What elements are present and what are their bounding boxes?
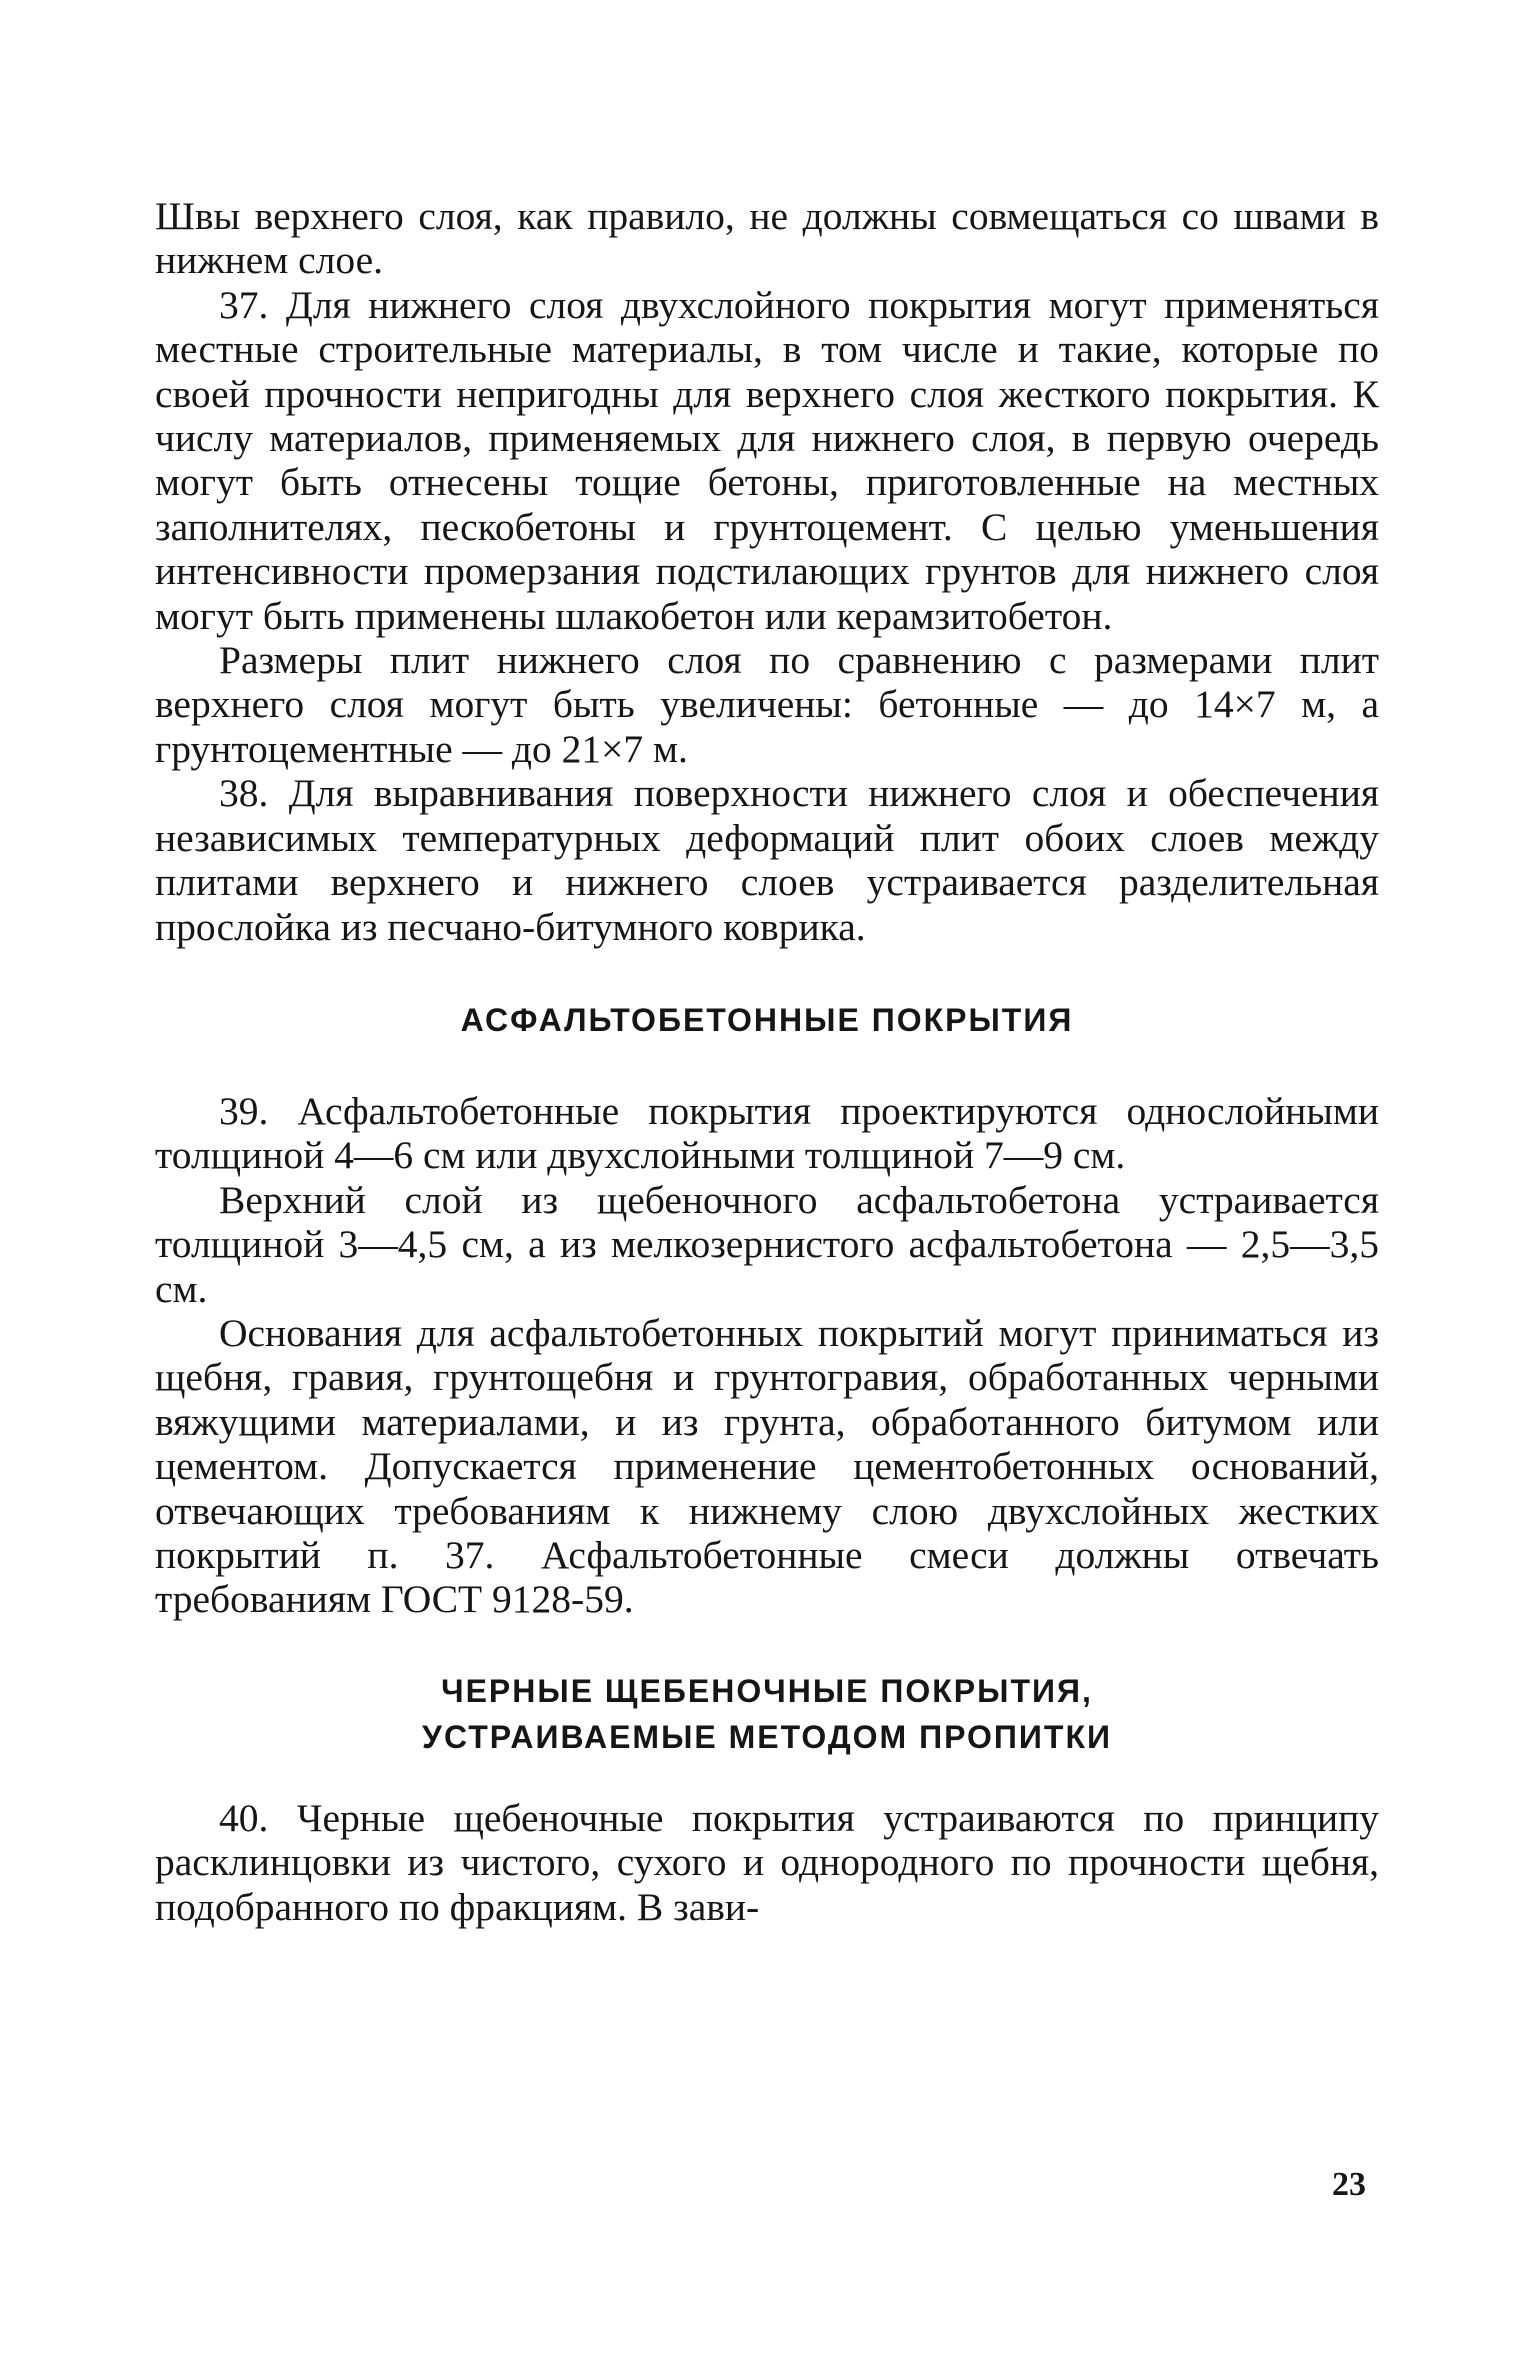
paragraph-38: 38. Для выравнивания поверхности нижнего слоя и обеспечения независимых температурных деформаций плит обоих слоев между плитами верхнего и нижнего слоев устраивается разделительная прослойка из песчано-битумного коврика.: [155, 771, 1379, 949]
section-heading-black-crushed-stone: [155, 1668, 1379, 1760]
page-number: 23: [1332, 2166, 1366, 2203]
paragraph-37: 37. Для нижнего слоя двухслойного покрытия могут применяться местные строительные материалы, в том числе и такие, которые по своей прочности непригодны для верхнего слоя жесткого покрытия. К числу материалов, применяемых для нижнего слоя, в первую очередь могут быть отнесены тощие бетоны, приготовленные на местных заполнителях, пескобетоны и грунтоцемент. С целью уменьшения интенсивности промерзания подстилающих грунтов для нижнего слоя могут быть применены шлакобетон или керамзитобетон.: [155, 282, 1379, 638]
paragraph-intro: Швы верхнего слоя, как правило, не должны совмещаться со швами в нижнем слое.: [155, 194, 1379, 283]
paragraph-39: 39. Асфальтобетонные покрытия проектируются однослойными толщиной 4—6 см или двухслойными толщиной 7—9 см.: [155, 1088, 1379, 1178]
heading-line-1: ЧЕРНЫЕ ЩЕБЕНОЧНЫЕ ПОКРЫТИЯ,: [441, 1672, 1093, 1709]
section-heading-asphalt-concrete: АСФАЛЬТОБЕТОННЫЕ ПОКРЫТИЯ: [460, 1001, 1074, 1038]
paragraph-39-top-layer: Верхний слой из щебеночного асфальтобетона устраивается толщиной 3—4,5 см, а из мелкозернистого асфальтобетона — 2,5—3,5 см.: [155, 1177, 1379, 1311]
paragraph-39-bases: Основания для асфальтобетонных покрытий могут приниматься из щебня, гравия, грунтощебня и грунтогравия, обработанных черными вяжущими материалами, и из грунта, обработанного битумом или цементом. Допускается применение цементобетонных оснований, отвечающих требованиям к нижнему слою двухслойных жестких покрытий п. 37. Асфальтобетонные смеси должны отвечать требованиям ГОСТ 9128-59.: [155, 1310, 1379, 1622]
paragraph-37-slab-sizes: Размеры плит нижнего слоя по сравнению с размерами плит верхнего слоя могут быть увеличены: бетонные — до 14×7 м, а грунтоцементные — до 21×7 м.: [155, 638, 1379, 771]
body-text: [155, 194, 1379, 1929]
heading-line-2: УСТРАИВАЕМЫЕ МЕТОДОМ ПРОПИТКИ: [422, 1718, 1112, 1755]
paragraph-40: 40. Черные щебеночные покрытия устраиваются по принципу расклинцовки из чистого, сухого и однородного по прочности щебня, подобранного по фракциям. В зави-: [155, 1795, 1379, 1929]
